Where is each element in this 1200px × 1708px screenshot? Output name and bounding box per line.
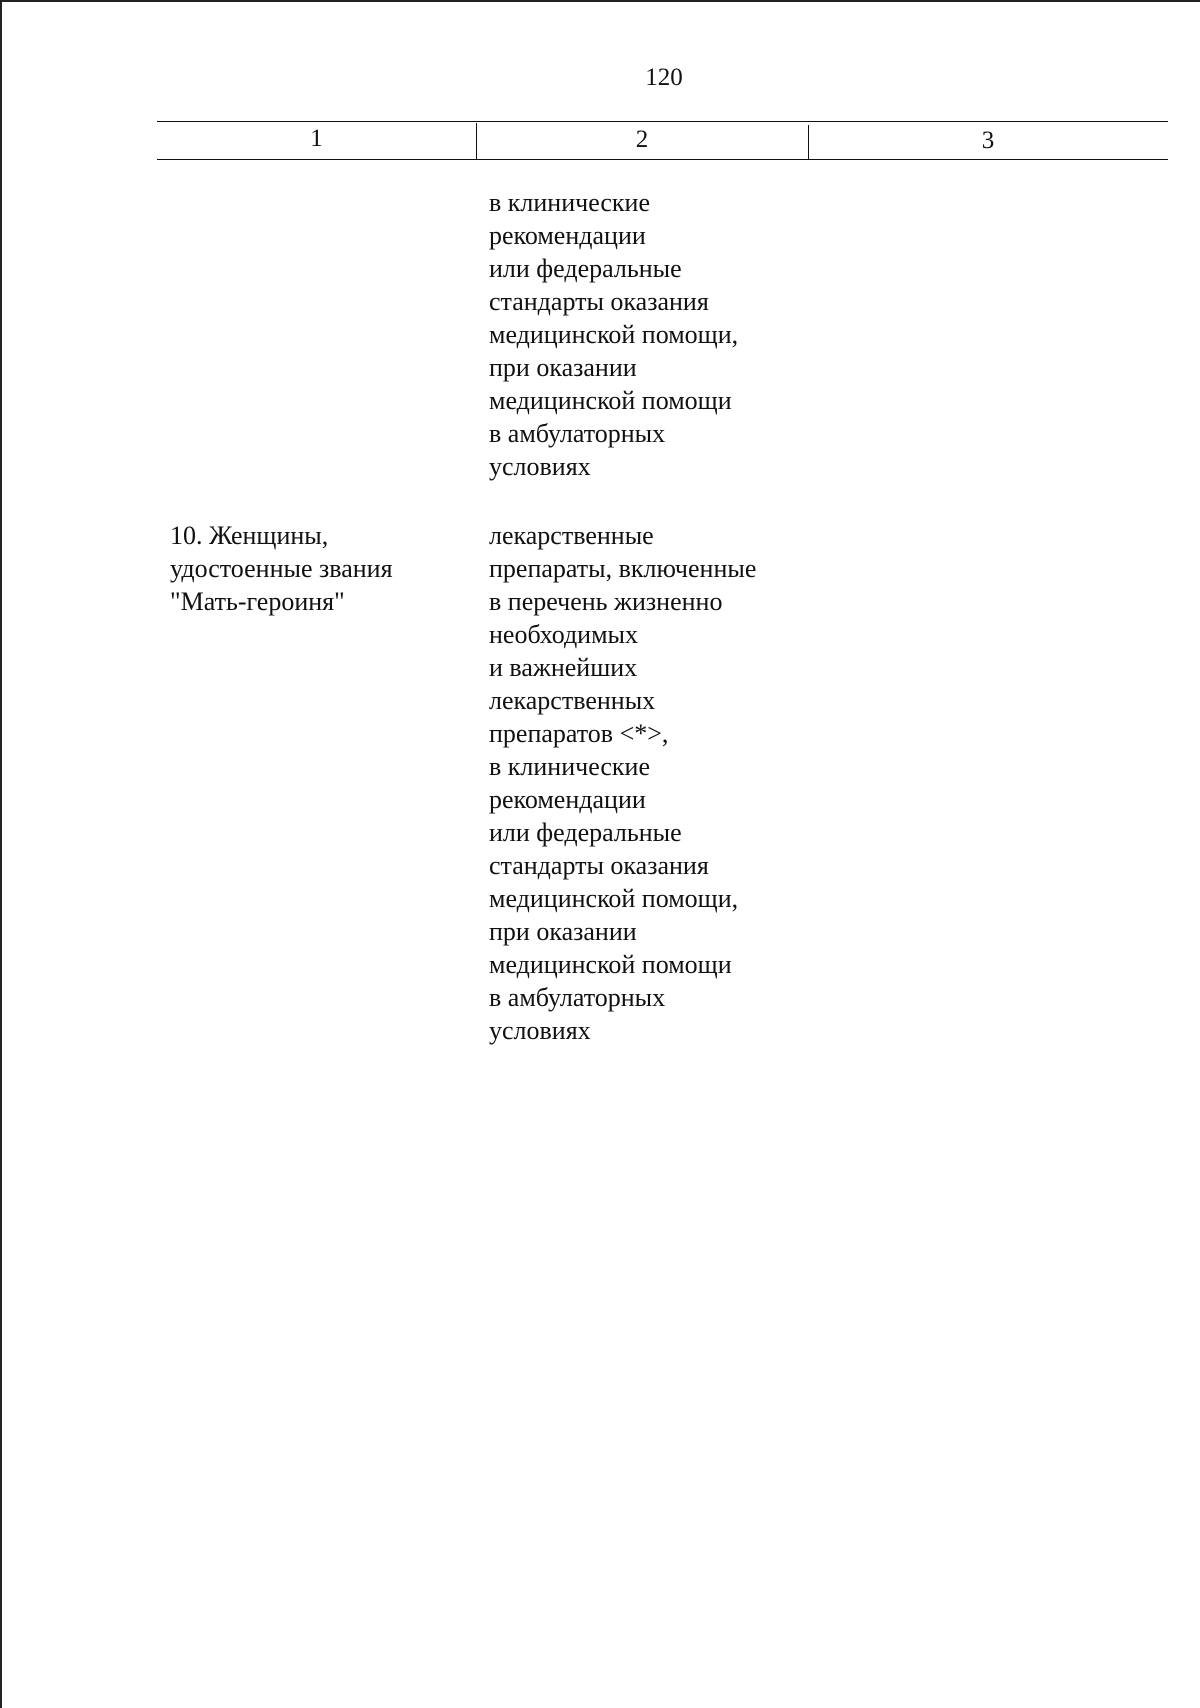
cell-line: 10. Женщины, (170, 521, 329, 550)
cell-line: при оказании (489, 917, 637, 946)
row2-col1-text (170, 519, 393, 618)
scan-border-left (0, 0, 2, 1708)
cell-line: в амбулаторных (489, 983, 666, 1012)
cell-line: условиях (489, 1016, 591, 1045)
scan-border-top (0, 0, 1200, 2)
table-header-top-border (157, 121, 1168, 122)
row1-col2-text (489, 186, 738, 483)
cell-line: в клинические (489, 752, 651, 781)
cell-line: или федеральные (489, 254, 682, 283)
cell-line: при оказании (489, 353, 637, 382)
cell-line: стандарты оказания (489, 851, 709, 880)
table-header-col2: 2 (635, 126, 649, 153)
cell-line: или федеральные (489, 818, 682, 847)
cell-line: рекомендации (489, 785, 646, 814)
cell-line: лекарственные (489, 521, 654, 550)
cell-line: стандарты оказания (489, 287, 709, 316)
cell-line: препараты, включенные (489, 554, 757, 583)
cell-line: медицинской помощи (489, 950, 732, 979)
table-header-col1: 1 (310, 125, 323, 152)
page-number: 120 (645, 64, 683, 91)
cell-line: медицинской помощи (489, 386, 732, 415)
cell-line: препаратов <*>, (489, 719, 669, 748)
cell-line: рекомендации (489, 221, 646, 250)
table-header-col3: 3 (981, 127, 995, 154)
table-header-bottom-border (157, 159, 1168, 160)
cell-line: медицинской помощи, (489, 884, 739, 913)
row2-col2-text (489, 519, 756, 1047)
cell-line: и важнейших (489, 653, 638, 682)
cell-line: в перечень жизненно (489, 587, 723, 616)
cell-line: в амбулаторных (489, 419, 666, 448)
cell-line: удостоенные звания (170, 554, 393, 583)
cell-line: условиях (489, 452, 591, 481)
cell-line: "Мать-героиня" (170, 587, 345, 616)
cell-line: в клинические (489, 188, 651, 217)
cell-line: необходимых (489, 620, 639, 649)
cell-line: медицинской помощи, (489, 320, 739, 349)
cell-line: лекарственных (489, 686, 656, 715)
